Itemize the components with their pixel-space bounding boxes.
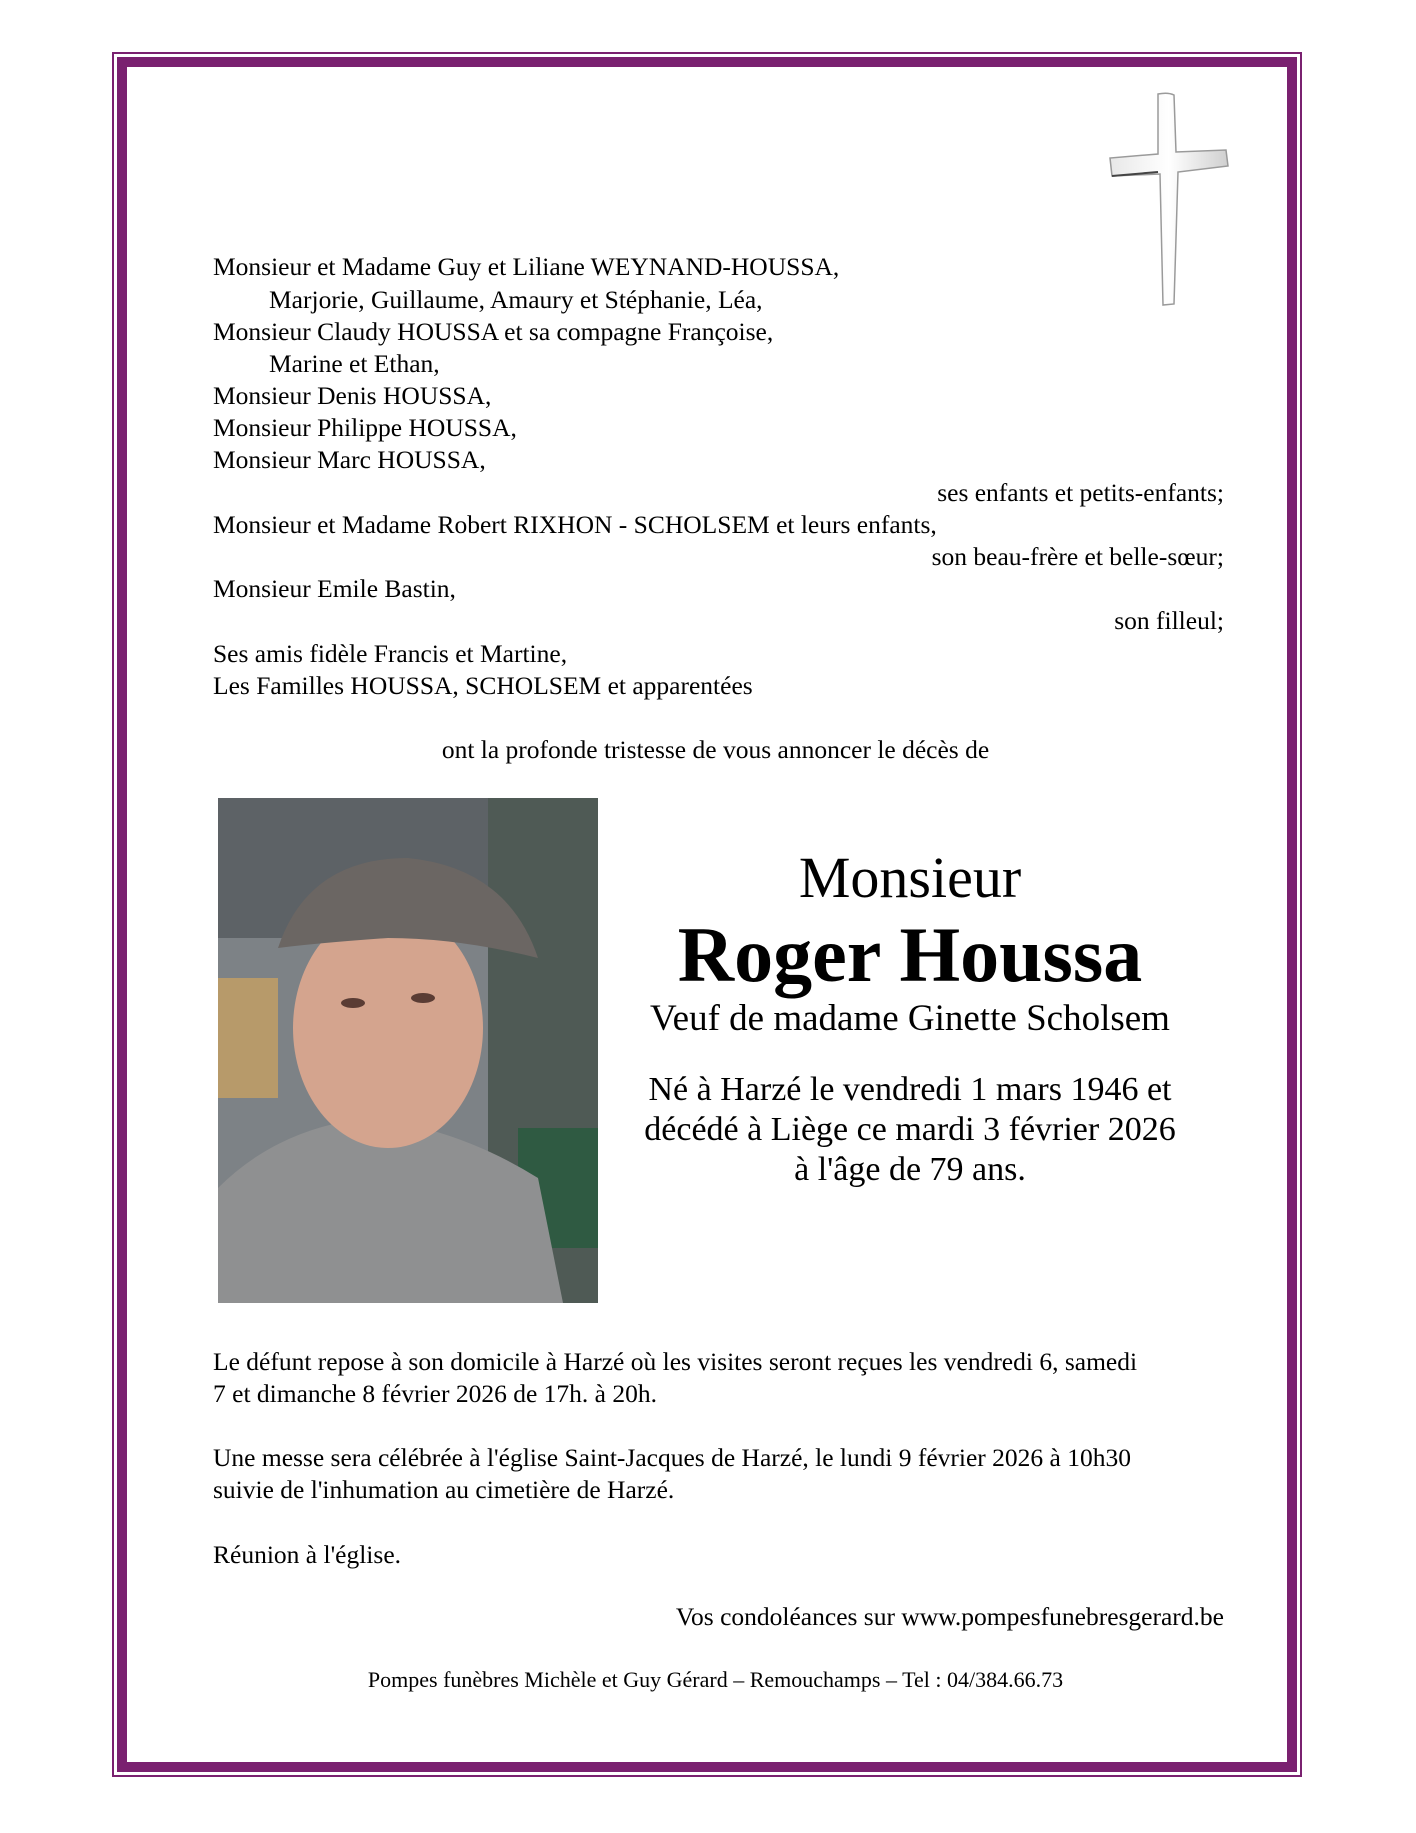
deceased-title: Monsieur [798, 845, 1022, 910]
announcement: ont la profonde tristesse de vous annoncer le décès de [441, 735, 990, 764]
family-line: Monsieur Philippe HOUSSA, [213, 413, 517, 442]
funeral-home-footer: Pompes funèbres Michèle et Guy Gérard – Remouchamps – Tel : 04/384.66.73 [367, 1667, 1064, 1692]
age-line: à l'âge de 79 ans. [794, 1151, 1026, 1188]
mass-info: suivie de l'inhumation au cimetière de Harzé. [213, 1475, 675, 1504]
family-line: Ses amis fidèle Francis et Martine, [213, 639, 568, 668]
widow-of: Veuf de madame Ginette Scholsem [650, 998, 1170, 1039]
family-line: Les Familles HOUSSA, SCHOLSEM et apparentées [213, 671, 753, 700]
visit-info: Le défunt repose à son domicile à Harzé où les visites seront reçues les vendredi 6, samedi [213, 1347, 1138, 1376]
family-line: Monsieur et Madame Guy et Liliane WEYNAND-HOUSSA, [213, 252, 840, 281]
relation-label: ses enfants et petits-enfants; [937, 478, 1224, 507]
deceased-name: Roger Houssa [677, 911, 1143, 998]
mass-info: Une messe sera célébrée à l'église Saint-Jacques de Harzé, le lundi 9 février 2026 à 10h30 [213, 1443, 1131, 1472]
cross-icon [1108, 92, 1230, 308]
birth-line: Né à Harzé le vendredi 1 mars 1946 et [648, 1071, 1172, 1108]
family-line: Marine et Ethan, [269, 349, 440, 378]
condolences-link[interactable]: Vos condoléances sur www.pompesfunebresgerard.be [675, 1602, 1224, 1631]
family-line: Monsieur et Madame Robert RIXHON - SCHOLSEM et leurs enfants, [213, 510, 937, 539]
relation-label: son filleul; [1114, 606, 1224, 635]
meeting-info: Réunion à l'église. [213, 1540, 402, 1569]
death-line: décédé à Liège ce mardi 3 février 2026 [644, 1111, 1176, 1148]
relation-label: son beau-frère et belle-sœur; [931, 542, 1224, 571]
family-line: Monsieur Emile Bastin, [213, 574, 456, 603]
family-line: Marjorie, Guillaume, Amaury et Stéphanie, Léa, [269, 285, 763, 314]
family-line: Monsieur Claudy HOUSSA et sa compagne Françoise, [213, 317, 774, 346]
family-line: Monsieur Denis HOUSSA, [213, 381, 492, 410]
life-dates [610, 1070, 1210, 1190]
visit-info: 7 et dimanche 8 février 2026 de 17h. à 20h. [213, 1379, 657, 1408]
deceased-photo [218, 798, 598, 1303]
family-line: Monsieur Marc HOUSSA, [213, 445, 486, 474]
